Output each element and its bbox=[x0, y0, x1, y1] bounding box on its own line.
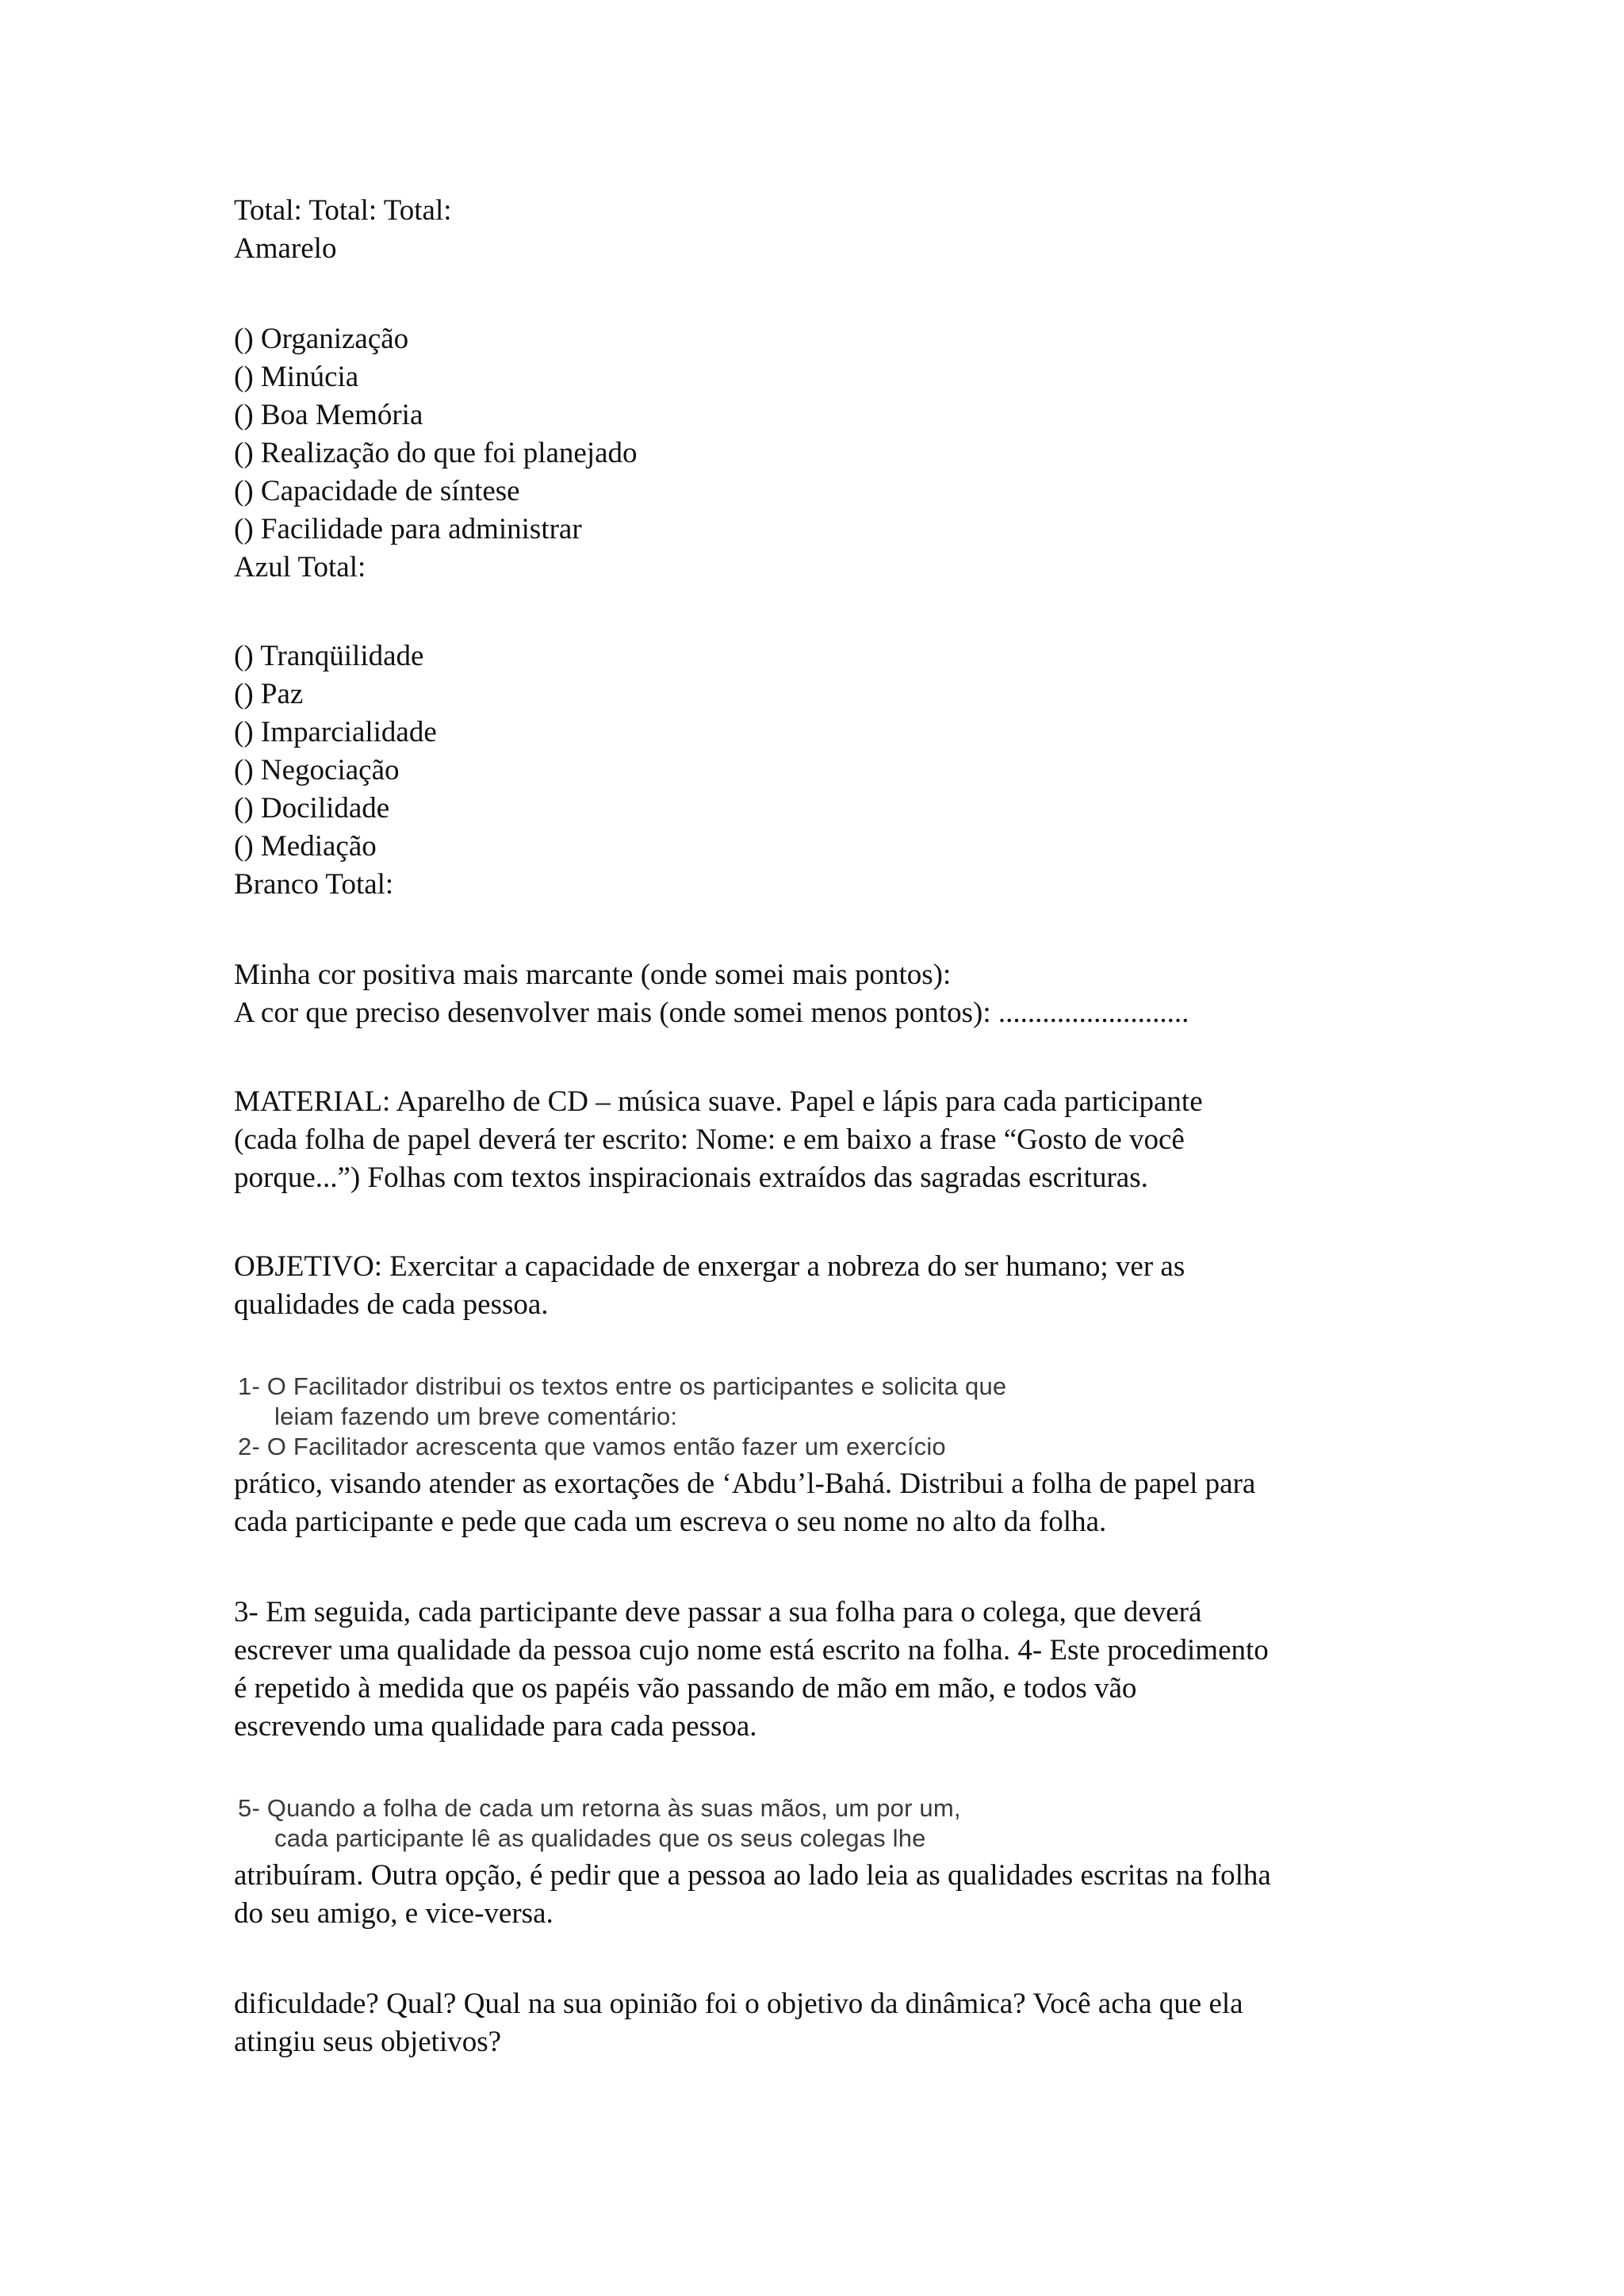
scan-line: cada participante lê as qualidades que os seus colegas lhe bbox=[274, 1824, 926, 1852]
list-item: () Imparcialidade bbox=[234, 716, 437, 748]
text-line: atingiu seus objetivos? bbox=[234, 2026, 502, 2058]
scan-line: 5- Quando a folha de cada um retorna às suas mãos, um por um, bbox=[238, 1794, 961, 1822]
text-line: (cada folha de papel deverá ter escrito: Nome: e em baixo a frase “Gosto de você bbox=[234, 1123, 1185, 1156]
scan-line: 1- O Facilitador distribui os textos entre os participantes e solicita que bbox=[238, 1372, 1007, 1400]
cor-questions bbox=[234, 956, 1423, 1032]
list-item: () Mediação bbox=[234, 830, 377, 863]
list-item: () Negociação bbox=[234, 754, 400, 786]
text-line: escrevendo uma qualidade para cada pessoa. bbox=[234, 1710, 757, 1743]
list-item: () Realização do que foi planejado bbox=[234, 437, 638, 469]
text-line: porque...”) Folhas com textos inspiracionais extraídos das sagradas escrituras. bbox=[234, 1161, 1148, 1194]
section-heading-azul: Azul Total: bbox=[234, 551, 366, 584]
text-line: A cor que preciso desenvolver mais (onde somei menos pontos): .......................... bbox=[234, 997, 1189, 1029]
steps-3-4-paragraph bbox=[234, 1594, 1423, 1746]
list-item: () Organização bbox=[234, 323, 409, 355]
text-line: atribuíram. Outra opção, é pedir que a pessoa ao lado leia as qualidades escritas na folha bbox=[234, 1859, 1271, 1892]
text-line: escrever uma qualidade da pessoa cujo nome está escrito na folha. 4- Este procedimento bbox=[234, 1634, 1269, 1667]
scanned-insert-steps-1-2 bbox=[238, 1372, 1411, 1462]
section-heading-amarelo: Amarelo bbox=[234, 232, 337, 265]
step-2-continuation bbox=[234, 1465, 1423, 1541]
text-line: dificuldade? Qual? Qual na sua opinião foi o objetivo da dinâmica? Você acha que ela bbox=[234, 1988, 1243, 2020]
section-heading-branco: Branco Total: bbox=[234, 868, 394, 901]
list-item: () Minúcia bbox=[234, 361, 359, 393]
objetivo-paragraph bbox=[234, 1248, 1423, 1324]
text-line: é repetido à medida que os papéis vão passando de mão em mão, e todos vão bbox=[234, 1672, 1137, 1705]
text-line: Minha cor positiva mais marcante (onde somei mais pontos): bbox=[234, 959, 952, 991]
list-item: () Tranqüilidade bbox=[234, 640, 424, 672]
totals-line: Total: Total: Total: bbox=[234, 194, 452, 227]
amarelo-list bbox=[234, 320, 1423, 587]
scan-line: 2- O Facilitador acrescenta que vamos então fazer um exercício bbox=[238, 1433, 946, 1460]
list-item: () Facilidade para administrar bbox=[234, 513, 582, 545]
text-line: OBJETIVO: Exercitar a capacidade de enxergar a nobreza do ser humano; ver as bbox=[234, 1250, 1185, 1283]
azul-list bbox=[234, 637, 1423, 904]
text-line: 3- Em seguida, cada participante deve passar a sua folha para o colega, que deverá bbox=[234, 1596, 1202, 1628]
list-item: () Docilidade bbox=[234, 792, 390, 825]
final-questions bbox=[234, 1985, 1423, 2061]
list-item: () Paz bbox=[234, 678, 304, 710]
step-5-continuation bbox=[234, 1857, 1423, 1933]
list-item: () Boa Memória bbox=[234, 399, 423, 431]
text-line: MATERIAL: Aparelho de CD – música suave. Papel e lápis para cada participante bbox=[234, 1085, 1203, 1118]
text-line: cada participante e pede que cada um escreva o seu nome no alto da folha. bbox=[234, 1506, 1107, 1538]
text-line: prático, visando atender as exortações de ‘Abdu’l-Bahá. Distribui a folha de papel para bbox=[234, 1468, 1256, 1500]
totals-header bbox=[234, 192, 1423, 268]
scan-line: leiam fazendo um breve comentário: bbox=[274, 1402, 678, 1430]
list-item: () Capacidade de síntese bbox=[234, 475, 520, 507]
scanned-insert-step-5 bbox=[238, 1793, 1411, 1854]
material-paragraph bbox=[234, 1083, 1423, 1197]
text-line: do seu amigo, e vice-versa. bbox=[234, 1897, 553, 1930]
text-line: qualidades de cada pessoa. bbox=[234, 1288, 549, 1321]
